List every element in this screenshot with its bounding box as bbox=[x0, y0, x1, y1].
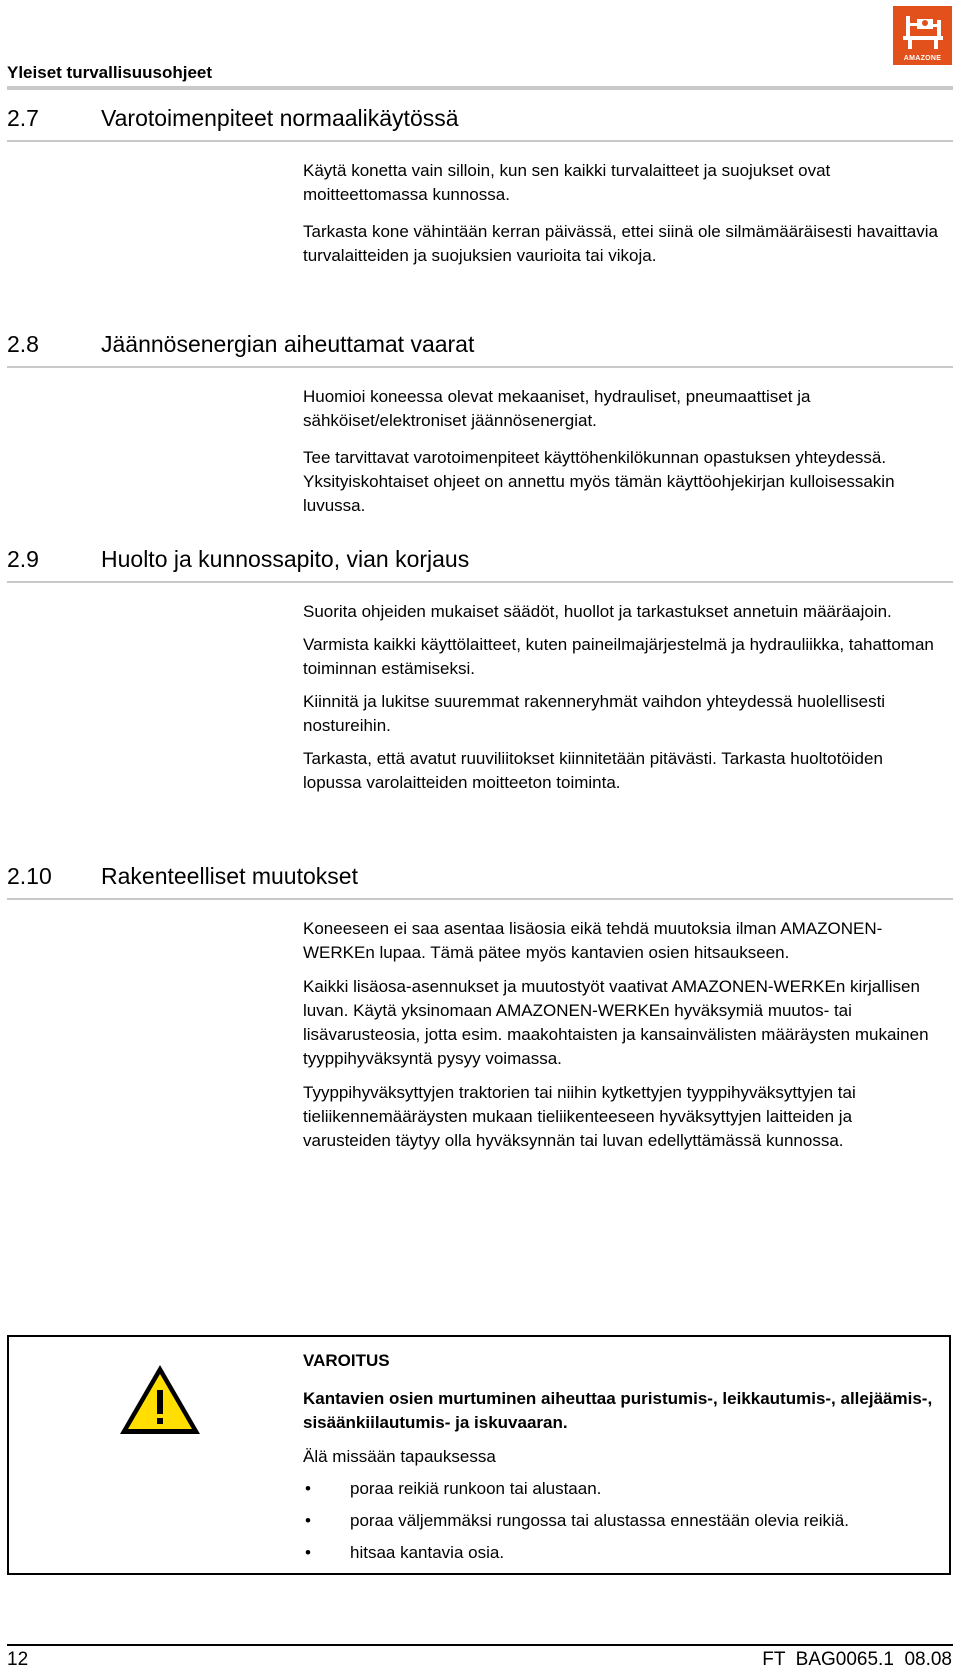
amazone-logo bbox=[893, 6, 952, 65]
logo-text: AMAZONE bbox=[903, 55, 942, 62]
section-number: 2.8 bbox=[7, 331, 39, 357]
bullet-icon: • bbox=[305, 1543, 311, 1562]
section-heading-2-7 bbox=[7, 104, 459, 132]
paragraph: Kaikki lisäosa-asennukset ja muutostyöt vaativat AMAZONEN-WERKEn kirjallisen luvan. Käytä yksinomaan AMAZONEN-WERKEn hyväksymiä muutos- tai lisävarusteosia, jotta esim. maakohtaisten ja kansainvälisten määräysten mukainen tyyppihyväksyntä pysyy voimassa. bbox=[303, 977, 929, 1068]
list-item bbox=[303, 1477, 943, 1501]
section-title: Jäännösenergian aiheuttamat vaarat bbox=[101, 331, 475, 357]
bullet-icon: • bbox=[305, 1511, 311, 1530]
paragraph: Käytä konetta vain silloin, kun sen kaikki turvalaitteet ja suojukset ovat moitteettomassa kunnossa. bbox=[303, 161, 831, 204]
list-item bbox=[303, 1541, 943, 1565]
warning-list bbox=[303, 1477, 943, 1565]
section-heading-2-10 bbox=[7, 862, 358, 890]
section-2-7-body bbox=[303, 159, 943, 281]
warning-triangle-icon bbox=[117, 1362, 203, 1438]
warning-title: VAROITUS bbox=[303, 1351, 390, 1370]
section-2-9-body bbox=[303, 600, 943, 804]
section-heading-2-9 bbox=[7, 545, 469, 573]
section-number: 2.10 bbox=[7, 863, 52, 889]
section-title: Rakenteelliset muutokset bbox=[101, 863, 358, 889]
section-2-10-body bbox=[303, 917, 943, 1163]
section-divider bbox=[7, 581, 953, 583]
warning-hazard-text: Kantavien osien murtuminen aiheuttaa puristumis-, leikkautumis-, allejäämis-, sisäänkiilautumis- ja iskuvaaran. bbox=[303, 1389, 933, 1432]
paragraph: Tee tarvittavat varotoimenpiteet käyttöhenkilökunnan opastuksen yhteydessä. Yksityiskohtaiset ohjeet on annettu myös tämän käyttöohjekirjan kulloisessakin luvussa. bbox=[303, 448, 895, 515]
list-item-text: hitsaa kantavia osia. bbox=[350, 1543, 505, 1562]
paragraph: Suorita ohjeiden mukaiset säädöt, huollot ja tarkastukset annetuin määräajoin. bbox=[303, 602, 892, 621]
warning-intro: Älä missään tapauksessa bbox=[303, 1447, 496, 1466]
footer-divider bbox=[7, 1644, 953, 1646]
paragraph: Koneeseen ei saa asentaa lisäosia eikä tehdä muutoksia ilman AMAZONEN-WERKEn lupaa. Tämä pätee myös kantavien osien hitsaukseen. bbox=[303, 919, 883, 962]
list-item-text: poraa reikiä runkoon tai alustaan. bbox=[350, 1479, 602, 1498]
paragraph: Tarkasta, että avatut ruuviliitokset kiinnitetään pitävästi. Tarkasta huoltotöiden lopussa varolaitteiden moitteeton toiminta. bbox=[303, 749, 883, 792]
paragraph: Kiinnitä ja lukitse suuremmat rakenneryhmät vaihdon yhteydessä huolellisesti nostureihin. bbox=[303, 692, 886, 735]
list-item-text: poraa väljemmäksi rungossa tai alustassa ennestään olevia reikiä. bbox=[350, 1511, 849, 1530]
page-number: 12 bbox=[7, 1649, 29, 1670]
bullet-icon: • bbox=[305, 1479, 311, 1498]
paragraph: Tyyppihyväksyttyjen traktorien tai niihin kytkettyjen tyyppihyväksyttyjen tai tieliikennemääräysten mukaan tieliikenteeseen hyväksyttyjen laitteiden ja varusteiden täytyy olla hyväksynnän tai luvan edellyttämässä kunnossa. bbox=[303, 1083, 856, 1150]
paragraph: Tarkasta kone vähintään kerran päivässä, ettei siinä ole silmämääräisesti havaittavia turvalaitteiden ja suojuksien vaurioita tai vikoja. bbox=[303, 222, 938, 265]
section-number: 2.9 bbox=[7, 546, 39, 572]
document-id: FT BAG0065.1 08.08 bbox=[762, 1649, 952, 1670]
section-divider bbox=[7, 140, 953, 142]
page-header-title: Yleiset turvallisuusohjeet bbox=[7, 63, 213, 82]
section-title: Huolto ja kunnossapito, vian korjaus bbox=[101, 546, 470, 572]
section-divider bbox=[7, 898, 953, 900]
section-heading-2-8 bbox=[7, 330, 474, 358]
header-divider bbox=[7, 86, 953, 90]
paragraph: Varmista kaikki käyttölaitteet, kuten paineilmajärjestelmä ja hydrauliikka, tahattoman toiminnan estämiseksi. bbox=[303, 635, 934, 678]
list-item bbox=[303, 1509, 943, 1533]
warning-content bbox=[303, 1349, 943, 1573]
section-2-8-body bbox=[303, 385, 943, 531]
paragraph: Huomioi koneessa olevat mekaaniset, hydrauliset, pneumaattiset ja sähköiset/elektroniset jäännösenergiat. bbox=[303, 387, 811, 430]
warning-box bbox=[7, 1335, 951, 1575]
section-title: Varotoimenpiteet normaalikäytössä bbox=[101, 105, 459, 131]
section-number: 2.7 bbox=[7, 105, 39, 131]
section-divider bbox=[7, 366, 953, 368]
